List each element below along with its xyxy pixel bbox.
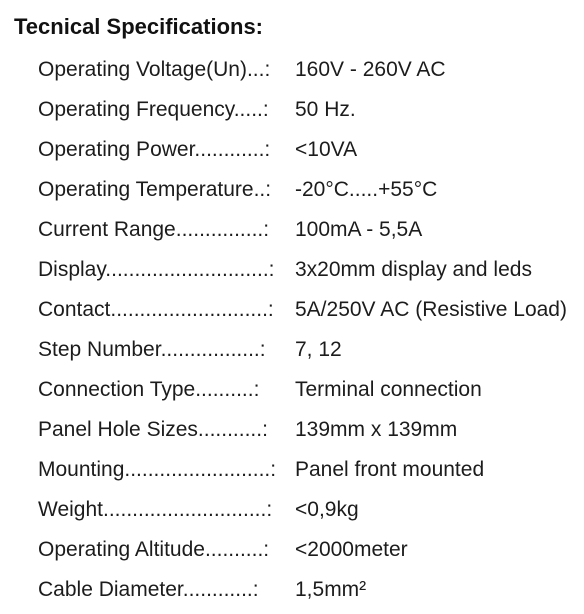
spec-label: Operating Temperature..: bbox=[38, 178, 272, 201]
spec-title: Tecnical Specifications: bbox=[14, 14, 264, 39]
spec-row-mounting bbox=[38, 454, 584, 494]
spec-value: -20°C.....+55°C bbox=[295, 178, 438, 201]
spec-value: 5A/250V AC (Resistive Load) bbox=[295, 298, 567, 321]
spec-row-current-range bbox=[38, 214, 584, 254]
spec-row-operating-temperature bbox=[38, 174, 584, 214]
spec-row-operating-frequency bbox=[38, 94, 584, 134]
spec-row-connection-type bbox=[38, 374, 584, 414]
spec-label: Contact...........................: bbox=[38, 298, 274, 321]
spec-label: Weight............................: bbox=[38, 498, 273, 521]
spec-row-cable-diameter bbox=[38, 574, 584, 614]
spec-row-operating-altitude bbox=[38, 534, 584, 574]
spec-label: Operating Power............: bbox=[38, 138, 271, 161]
spec-label: Operating Frequency.....: bbox=[38, 98, 269, 121]
spec-label: Display............................: bbox=[38, 258, 275, 281]
spec-label: Mounting.........................: bbox=[38, 458, 277, 481]
spec-row-panel-hole-sizes bbox=[38, 414, 584, 454]
spec-label: Step Number.................: bbox=[38, 338, 266, 361]
spec-row-operating-power bbox=[38, 134, 584, 174]
spec-row-display bbox=[38, 254, 584, 294]
spec-value: Terminal connection bbox=[295, 378, 482, 401]
spec-row-operating-voltage bbox=[38, 54, 584, 94]
spec-value: 100mA - 5,5A bbox=[295, 218, 423, 241]
spec-value: 160V - 260V AC bbox=[295, 58, 446, 81]
spec-value: 7, 12 bbox=[295, 338, 342, 361]
spec-row-step-number bbox=[38, 334, 584, 374]
spec-value: 50 Hz. bbox=[295, 98, 356, 121]
spec-list bbox=[38, 54, 584, 614]
spec-label: Operating Altitude..........: bbox=[38, 538, 270, 561]
spec-value: 1,5mm² bbox=[295, 578, 367, 601]
spec-value: 3x20mm display and leds bbox=[295, 258, 532, 281]
spec-value: 139mm x 139mm bbox=[295, 418, 458, 441]
spec-label: Operating Voltage(Un)...: bbox=[38, 58, 271, 81]
spec-row-contact bbox=[38, 294, 584, 334]
spec-label: Current Range...............: bbox=[38, 218, 270, 241]
spec-value: Panel front mounted bbox=[295, 458, 485, 481]
spec-label: Connection Type..........: bbox=[38, 378, 260, 401]
spec-row-weight bbox=[38, 494, 584, 534]
spec-label: Cable Diameter............: bbox=[38, 578, 259, 601]
spec-label: Panel Hole Sizes...........: bbox=[38, 418, 268, 441]
spec-value: <2000meter bbox=[295, 538, 408, 561]
spec-value: <10VA bbox=[295, 138, 358, 161]
spec-value: <0,9kg bbox=[295, 498, 359, 521]
